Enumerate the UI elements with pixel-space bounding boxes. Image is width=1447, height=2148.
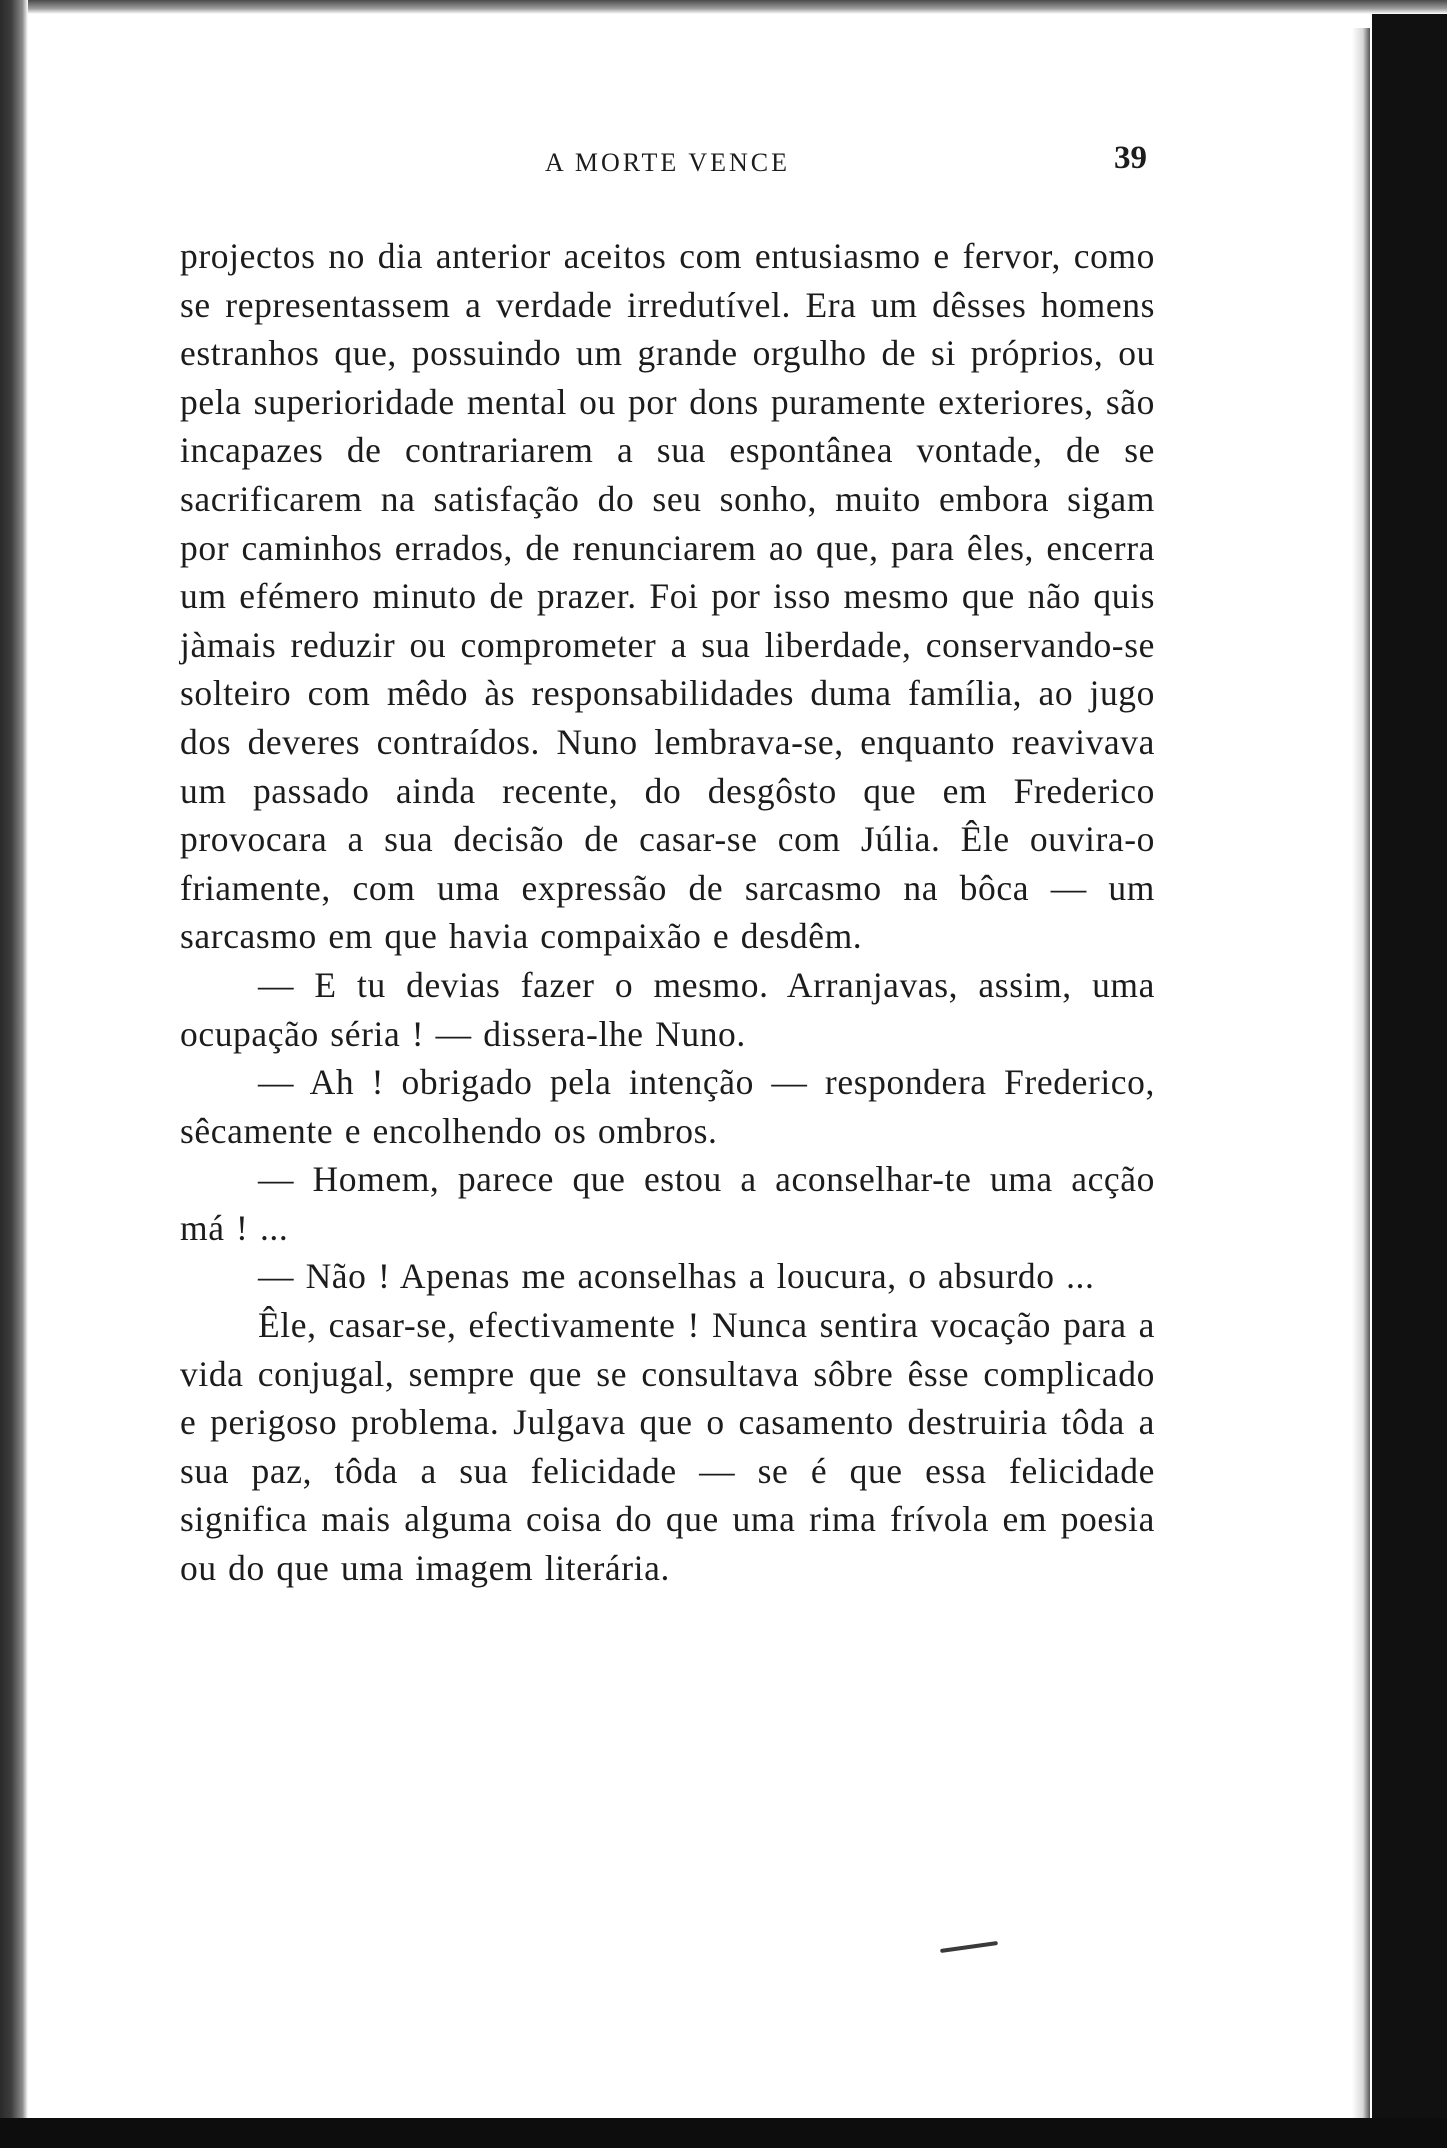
scan-top-edge <box>0 0 1447 14</box>
dialogue-paragraph: — E tu devias fazer o mesmo. Arranjavas, assim, uma ocupação séria ! — dissera-lhe Nuno. <box>180 964 1155 1054</box>
scan-right-shadow <box>1352 28 1370 2128</box>
scan-ink-mark <box>940 1941 998 1953</box>
running-title: A MORTE VENCE <box>545 148 790 177</box>
book-page <box>180 140 1155 1593</box>
running-head <box>180 140 1155 180</box>
scan-right-edge <box>1372 14 1447 2148</box>
paragraph: projectos no dia anterior aceitos com entusiasmo e fervor, como se representassem a verdade irredutível. Era um dêsses homens estranhos que, possuindo um grande orgulho de si próprios, ou pela superioridade mental ou por dons puramente exteriores, são incapazes de contrariarem a sua espontânea vontade, de se sacrificarem na satisfação do seu sonho, muito embora sigam por caminhos errados, de renunciarem ao que, para êles, encerra um efémero minuto de prazer. Foi por isso mesmo que não quis jàmais reduzir ou comprometer a sua liberdade, conservando-se solteiro com mêdo às responsabilidades duma família, ao jugo dos deveres contraídos. Nuno lembrava-se, enquanto reavivava um passado ainda recente, do desgôsto que em Frederico provocara a sua decisão de casar-se com Júlia. Êle ouvira-o friamente, com uma expressão de sarcasmo na bôca — um sarcasmo em que havia compaixão e desdêm. <box>180 236 1155 957</box>
body-text <box>180 232 1155 1593</box>
paragraph: Êle, casar-se, efectivamente ! Nunca sentira vocação para a vida conjugal, sempre que se consultava sôbre êsse complicado e perigoso problema. Julgava que o casamento destruiria tôda a sua paz, tôda a sua felicidade — se é que essa felicidade significa mais alguma coisa do que uma rima frívola em poesia ou do que uma imagem literária. <box>180 1305 1155 1589</box>
scan-left-edge <box>0 0 28 2148</box>
page-number: 39 <box>1114 140 1147 176</box>
scan-bottom-edge <box>0 2118 1447 2148</box>
dialogue-paragraph: — Homem, parece que estou a aconselhar-te uma acção má ! ... <box>180 1159 1155 1248</box>
dialogue-paragraph: — Não ! Apenas me aconselhas a loucura, o absurdo ... <box>258 1256 1095 1297</box>
dialogue-paragraph: — Ah ! obrigado pela intenção — respondera Frederico, sêcamente e encolhendo os ombros. <box>180 1062 1155 1151</box>
